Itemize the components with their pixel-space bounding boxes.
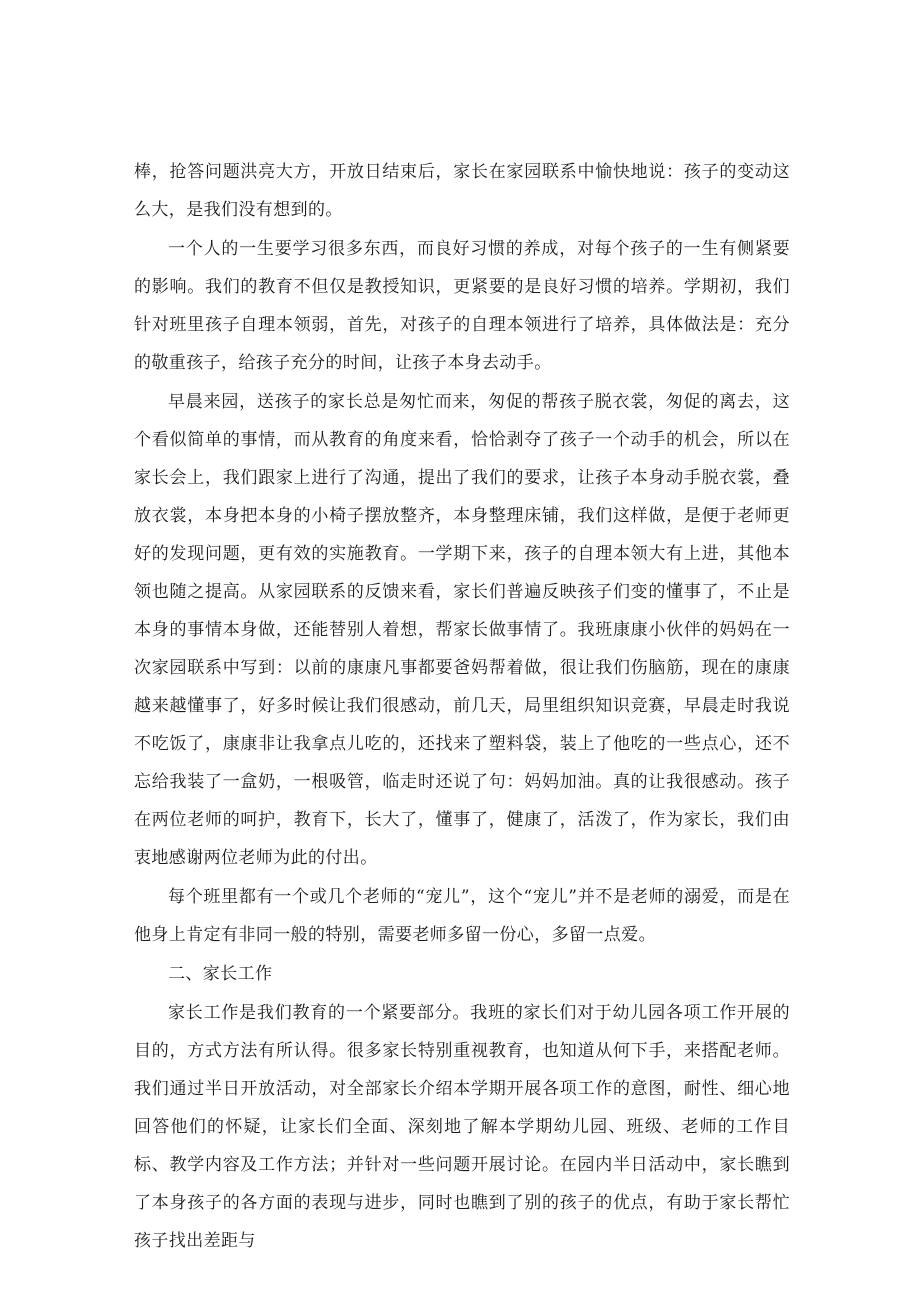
paragraph-favorites: 每个班里都有一个或几个老师的“宠儿”，这个“宠儿”并不是老师的溺爱，而是在他身上肯定有非同一般的特别，需要老师多留一份心，多留一点爱。 [134, 887, 790, 945]
paragraph-continuation: 棒，抢答问题洪亮大方，开放日结束后，家长在家园联系中愉快地说：孩子的变动这么大，是我们没有想到的。 [134, 162, 790, 220]
document-body [134, 153, 790, 1261]
section-heading-parent-work: 二、家长工作 [168, 964, 273, 984]
paragraph-parent-work: 家长工作是我们教育的一个紧要部分。我班的家长们对于幼儿园各项工作开展的目的，方式方法有所认得。很多家长特别重视教育，也知道从何下手，来搭配老师。我们通过半日开放活动，对全部家长介绍本学期开展各项工作的意图，耐性、细心地回答他们的怀疑，让家长们全面、深刻地了解本学期幼儿园、班级、老师的工作目标、教学内容及工作方法；并针对一些问题开展讨论。在园内半日活动中，家长瞧到了本身孩子的各方面的表现与进步，同时也瞧到了别的孩子的优点，有助于家长帮忙孩子找出差距与 [134, 1003, 790, 1251]
paragraph-morning-arrival: 早晨来园，送孩子的家长总是匆忙而来，匆促的帮孩子脱衣裳，匆促的离去，这个看似简单的事情，而从教育的角度来看，恰恰剥夺了孩子一个动手的机会，所以在家长会上，我们跟家上进行了沟通，提出了我们的要求，让孩子本身动手脱衣裳，叠放衣裳，本身把本身的小椅子摆放整齐，本身整理床铺，我们这样做，是便于老师更好的发现问题，更有效的实施教育。一学期下来，孩子的自理本领大有上进，其他本领也随之提高。从家园联系的反馈来看，家长们普遍反映孩子们变的懂事了，不止是本身的事情本身做，还能替别人着想，帮家长做事情了。我班康康小伙伴的妈妈在一次家园联系中写到：以前的康康凡事都要爸妈帮着做，很让我们伤脑筋，现在的康康越来越懂事了，好多时候让我们很感动，前几天，局里组织知识竞赛，早晨走时我说不吃饭了，康康非让我拿点儿吃的，还找来了塑料袋，装上了他吃的一些点心，还不忘给我装了一盒奶，一根吸管，临走时还说了句：妈妈加油。真的让我很感动。孩子在两位老师的呵护，教育下，长大了，懂事了，健康了，活泼了，作为家长，我们由衷地感谢两位老师为此的付出。 [134, 392, 790, 868]
paragraph-habits: 一个人的一生要学习很多东西，而良好习惯的养成，对每个孩子的一生有侧紧要的影响。我们的教育不但仅是教授知识，更紧要的是良好习惯的培养。学期初，我们针对班里孩子自理本领弱，首先，对孩子的自理本领进行了培养，具体做法是：充分的敬重孩子，给孩子充分的时间，让孩子本身去动手。 [134, 239, 790, 373]
